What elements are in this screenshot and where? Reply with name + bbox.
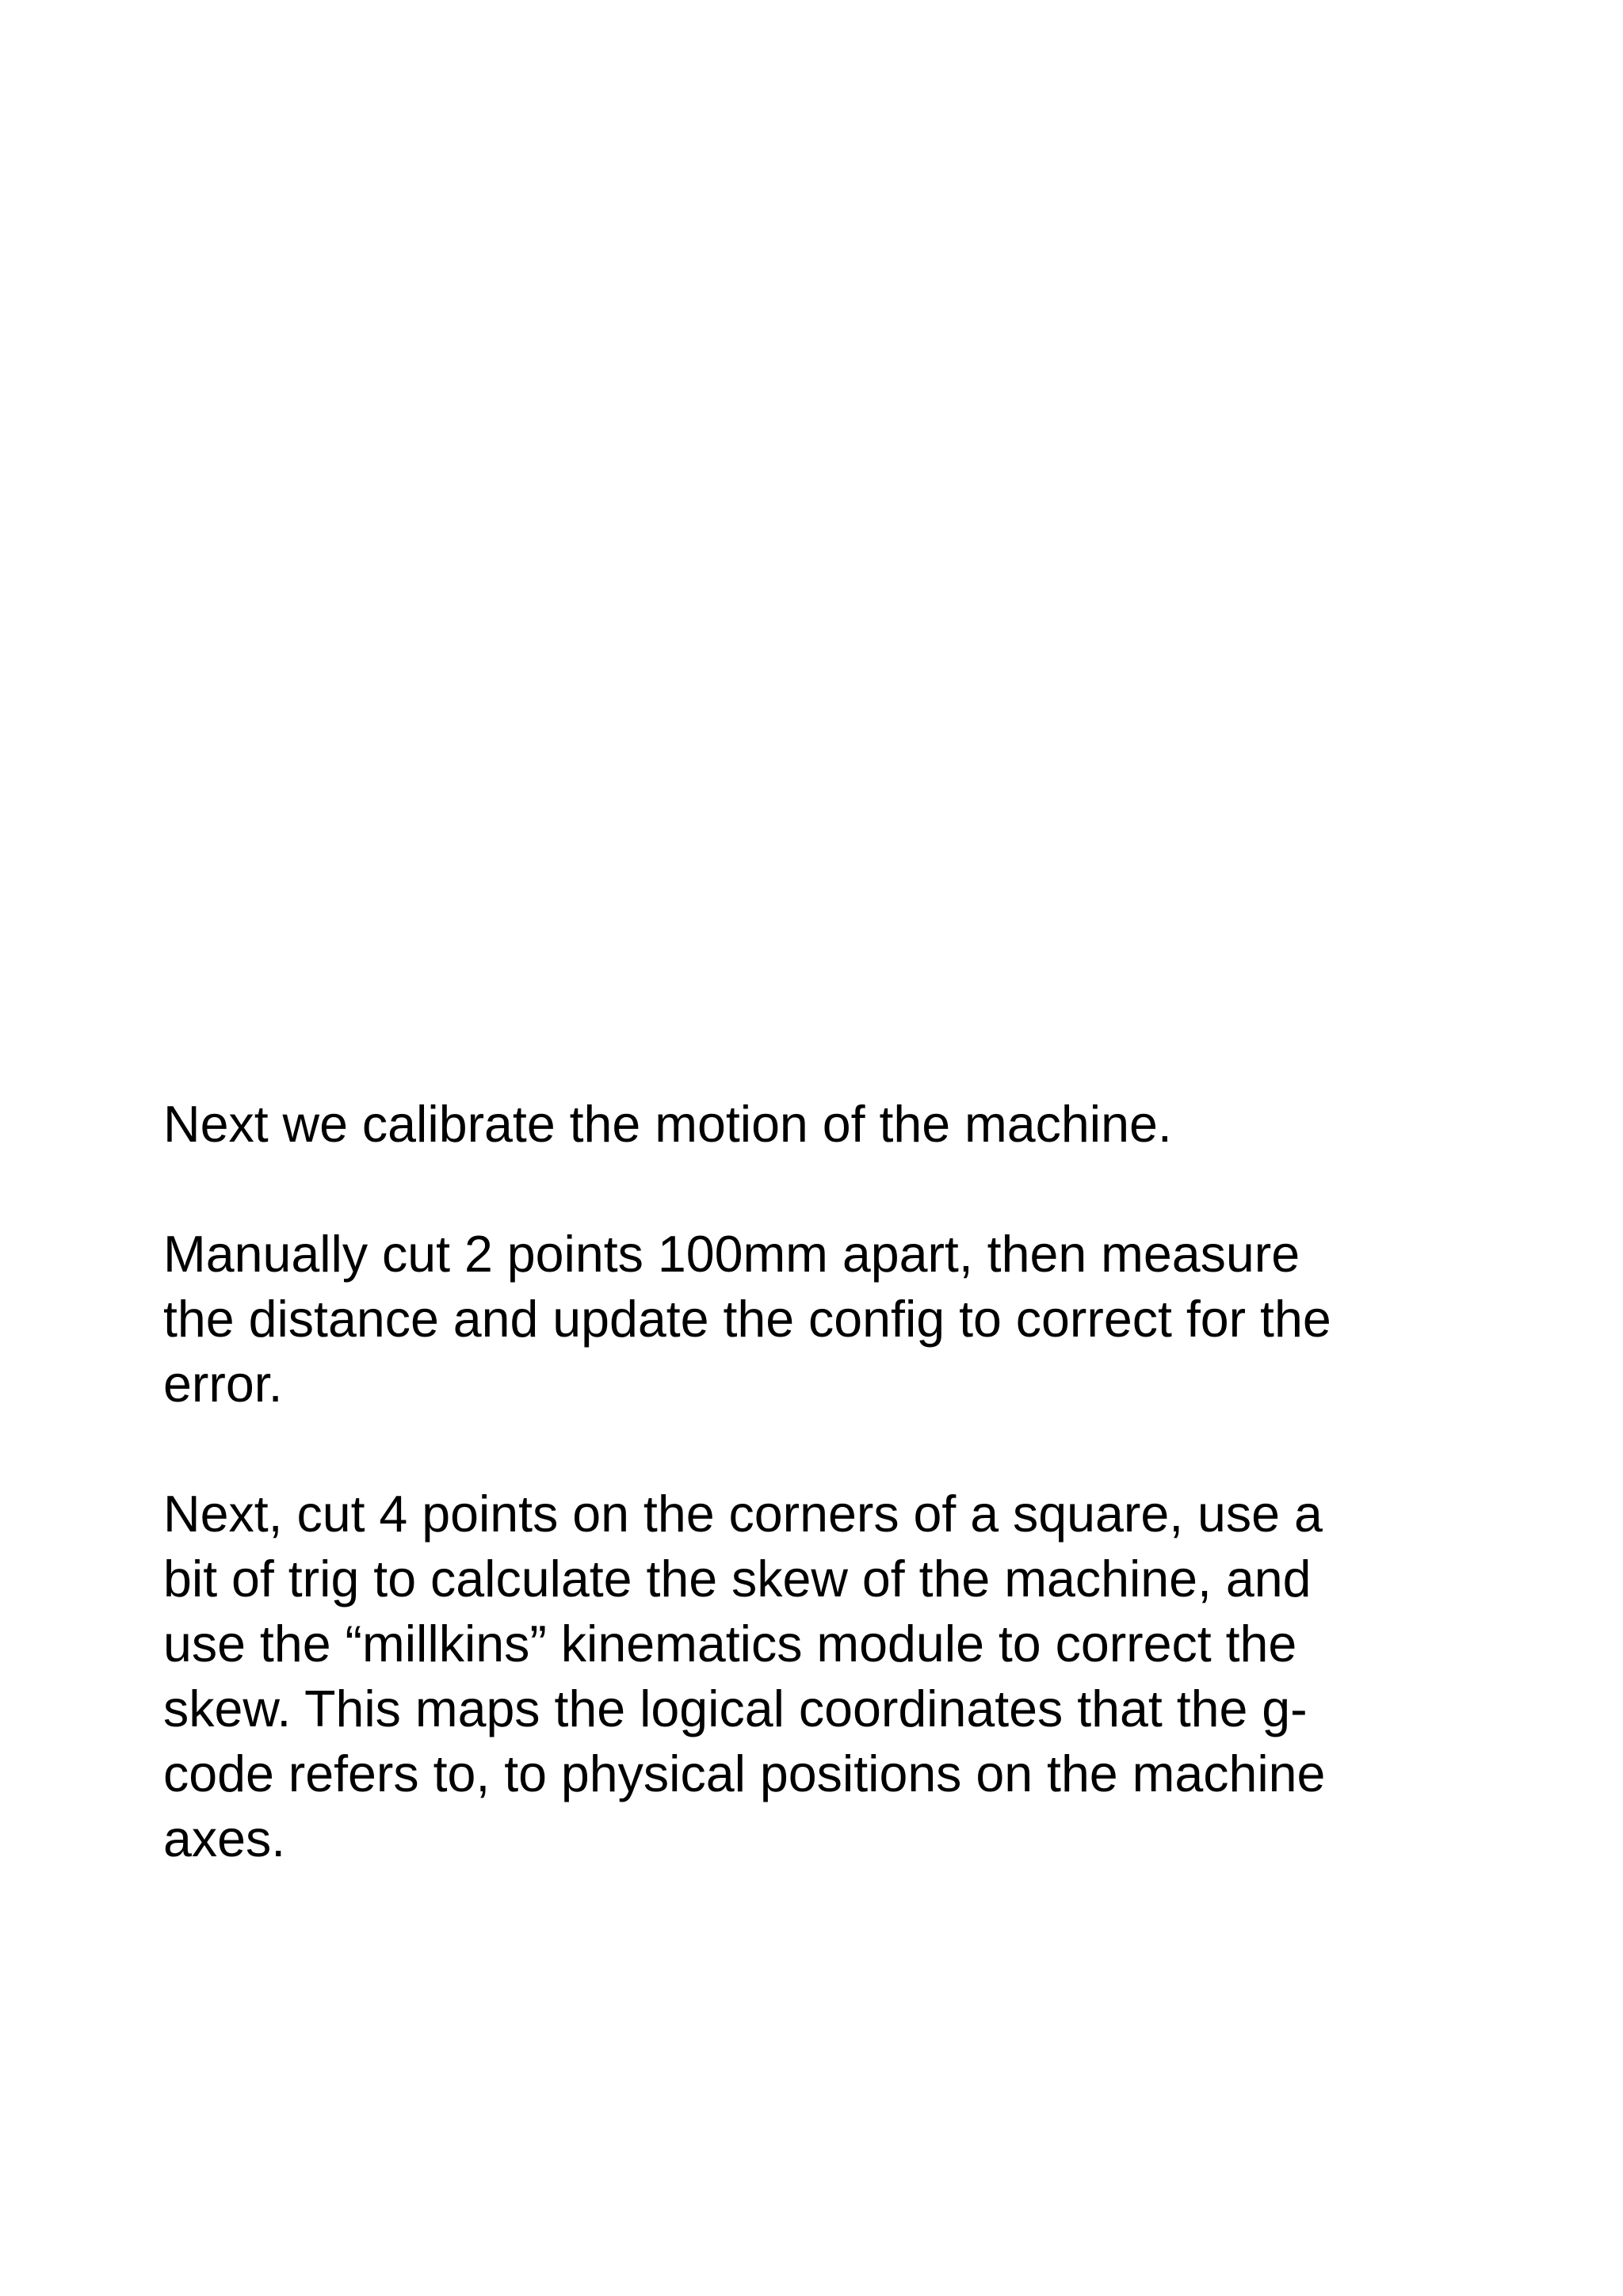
- text-line: use the “millkins” kinematics module to correct the: [163, 1615, 1297, 1672]
- text-line: Manually cut 2 points 100mm apart, then measure: [163, 1226, 1300, 1283]
- text-line: code refers to, to physical positions on the machine: [163, 1745, 1326, 1802]
- text-line: skew. This maps the logical coordinates that the g-: [163, 1680, 1308, 1737]
- text-line: the distance and update the config to correct for the: [163, 1291, 1331, 1348]
- text-line: Next we calibrate the motion of the machine.: [163, 1096, 1172, 1153]
- paragraph-intro: [163, 1092, 1495, 1157]
- body-text: [163, 1092, 1495, 1871]
- text-line: error.: [163, 1356, 283, 1413]
- paragraph-distance-calibration: [163, 1222, 1495, 1417]
- text-line: bit of trig to calculate the skew of the machine, and: [163, 1550, 1312, 1608]
- text-line: axes.: [163, 1810, 286, 1867]
- paragraph-skew-calibration: [163, 1482, 1495, 1871]
- text-line: Next, cut 4 points on the corners of a square, use a: [163, 1486, 1323, 1543]
